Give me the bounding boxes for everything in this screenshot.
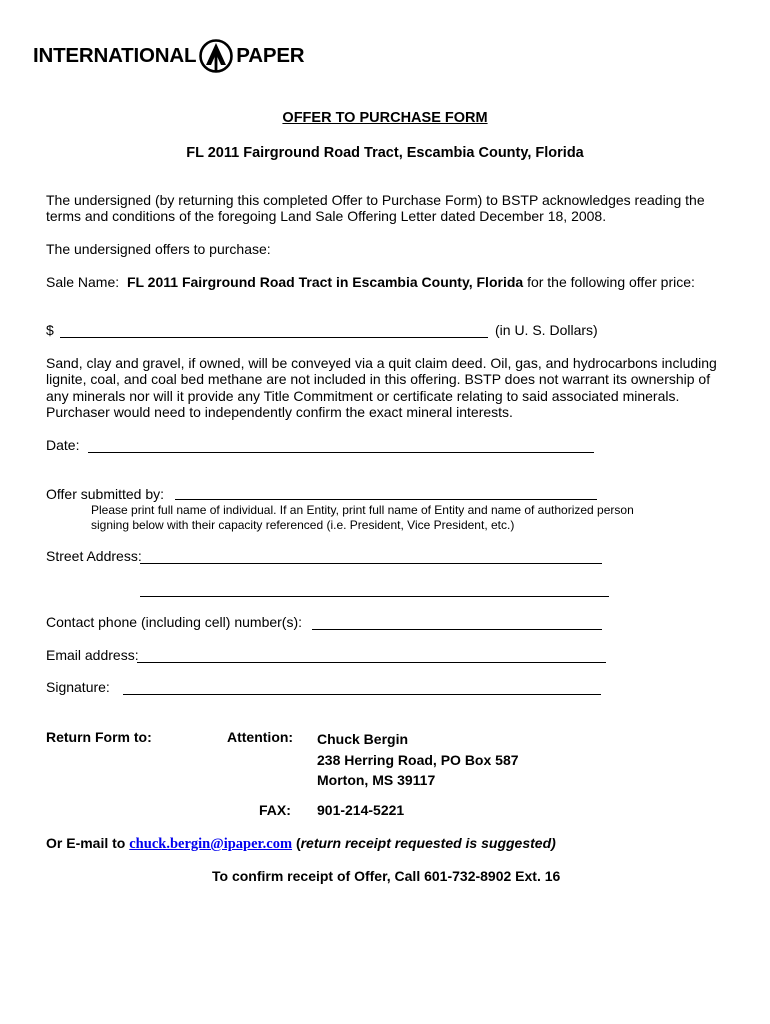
fax-value: 901-214-5221 [317, 802, 405, 818]
company-logo [33, 38, 304, 74]
form-subtitle: FL 2011 Fairground Road Tract, Escambia County, Florida [186, 145, 584, 161]
logo-word-paper: PAPER [236, 44, 305, 67]
email-prefix: Or E-mail to [46, 835, 126, 851]
return-form-label: Return Form to: [46, 729, 152, 745]
price-units: (in U. S. Dollars) [495, 322, 598, 338]
minerals-line: lignite, coal, and coal bed methane are not included in this offering. BSTP does not warrant its ownership of [46, 371, 711, 388]
offer-by-hint-line: Please print full name of individual. If an Entity, print full name of Entity and name of authorized person [91, 503, 634, 517]
date-label: Date: [46, 437, 80, 453]
sale-name-row [46, 274, 726, 290]
phone-label: Contact phone (including cell) number(s): [46, 614, 303, 630]
signature-label: Signature: [46, 679, 110, 695]
return-address-block [317, 729, 519, 791]
email-input[interactable] [137, 647, 606, 663]
signature-input[interactable] [123, 679, 601, 695]
offer-by-hint [91, 503, 634, 533]
phone-input[interactable] [312, 614, 602, 630]
email-label: Email address: [46, 647, 139, 663]
minerals-line: Purchaser would need to independently confirm the exact mineral interests. [46, 403, 513, 420]
intro-line: terms and conditions of the foregoing Land Sale Offering Letter dated December 18, 2008. [46, 208, 607, 225]
date-input[interactable] [88, 437, 594, 453]
fax-label: FAX: [259, 802, 291, 818]
email-instruction-row [46, 835, 556, 852]
form-title: OFFER TO PURCHASE FORM [282, 110, 488, 126]
street-address-input-1[interactable] [140, 548, 602, 564]
confirm-receipt-text: To confirm receipt of Offer, Call 601-732-8902 Ext. 16 [212, 868, 561, 884]
street-address-input-2[interactable] [140, 581, 609, 597]
attention-label: Attention: [227, 729, 294, 745]
sale-name-suffix: for the following offer price: [527, 274, 695, 290]
address-line: 238 Herring Road, PO Box 587 [317, 751, 519, 768]
sale-name-value: FL 2011 Fairground Road Tract in Escambia County, Florida [126, 274, 524, 290]
minerals-line: Sand, clay and gravel, if owned, will be conveyed via a quit claim deed. Oil, gas, and hydrocarbons including [46, 355, 717, 371]
logo-word-international: INTERNATIONAL [33, 44, 197, 67]
minerals-paragraph [46, 355, 726, 420]
email-suffix: return receipt requested is suggested) [300, 835, 556, 851]
sale-name-label: Sale Name: [46, 274, 120, 290]
offer-by-label: Offer submitted by: [46, 486, 165, 502]
street-address-label: Street Address: [46, 548, 142, 564]
intro-line: The undersigned (by returning this completed Offer to Purchase Form) to BSTP acknowledges reading the [46, 192, 705, 208]
intro-paragraph [46, 192, 726, 225]
offer-by-hint-line: signing below with their capacity referenced (i.e. President, Vice President, etc.) [91, 518, 515, 532]
contact-name: Chuck Bergin [317, 731, 409, 747]
email-link[interactable]: chuck.bergin@ipaper.com [129, 836, 293, 852]
offer-by-input[interactable] [175, 484, 597, 500]
offers-text: The undersigned offers to purchase: [46, 241, 271, 257]
international-paper-tree-mark-icon [198, 38, 234, 74]
minerals-line: any minerals nor will it provide any Title Commitment or certificate relating to said associated minerals. [46, 387, 680, 404]
email-suffix-open: ( [295, 835, 301, 851]
address-line: Morton, MS 39117 [317, 772, 436, 788]
price-symbol: $ [46, 322, 54, 338]
price-input[interactable] [60, 322, 488, 338]
